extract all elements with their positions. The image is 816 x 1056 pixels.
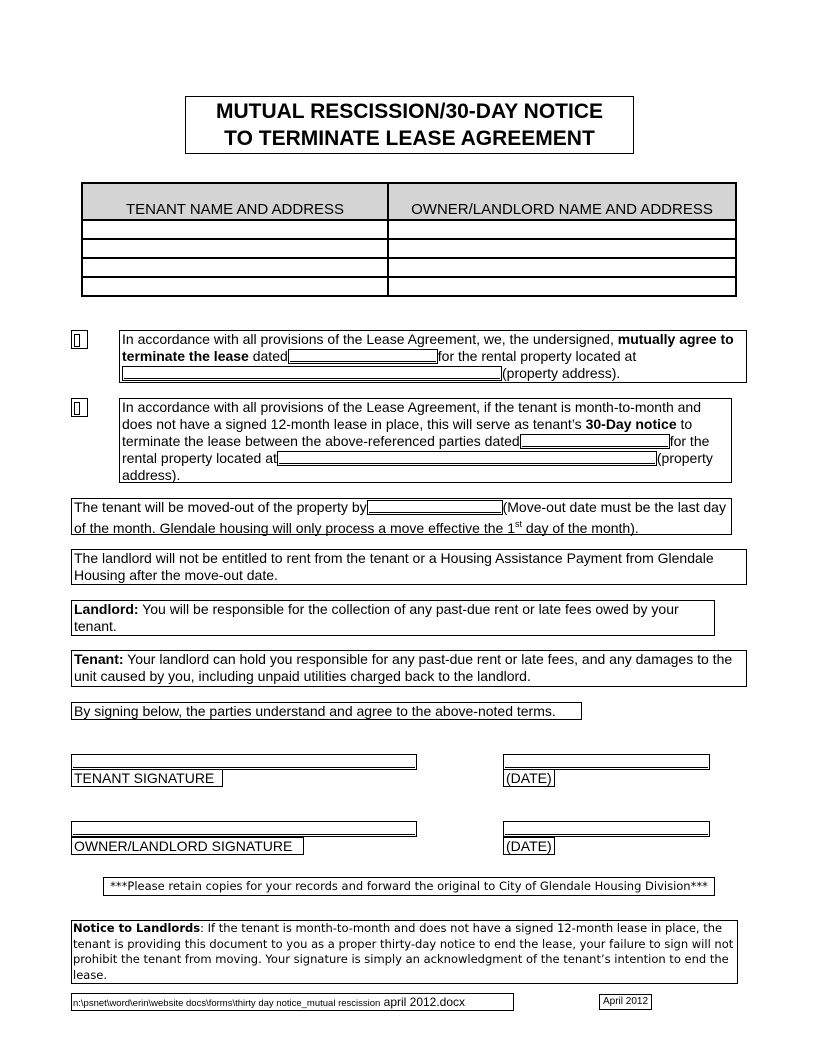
tenant-cell[interactable]: [82, 220, 388, 239]
title-line-2: TO TERMINATE LEASE AGREEMENT: [224, 127, 595, 150]
tenant-label: Tenant:: [74, 651, 124, 667]
notice-label: Notice to Landlords: [73, 921, 201, 935]
title-line-1: MUTUAL RESCISSION/30-DAY NOTICE: [215, 100, 603, 123]
owner-date-label: (DATE): [503, 837, 555, 855]
moveout-paragraph: [71, 498, 732, 535]
landlord-label: Landlord:: [74, 601, 139, 617]
tenant-cell[interactable]: [82, 239, 388, 258]
tenant-cell[interactable]: [82, 277, 388, 296]
thirty-day-notice-checkbox[interactable]: [71, 398, 88, 417]
property-address-field-2[interactable]: [277, 451, 657, 466]
owner-cell[interactable]: [388, 220, 736, 239]
landlord-rent-paragraph: The landlord will not be entitled to rent from the tenant or a Housing Assistance Payment from Glendale Housing after the move-out date.: [71, 549, 747, 585]
option1-text-b: dated: [248, 348, 288, 364]
notice-text: : If the tenant is month-to-month and does not have a signed 12-month lease in place, the tenant is providing this document to you as a proper thirty-day notice to end the lease, your failure to sign will not prohibit the tenant from moving. Your signature is simply an acknowledgment of the tenant’s intention to end the lease.: [73, 921, 734, 982]
owner-cell[interactable]: [388, 277, 736, 296]
option1-text-d: (property address).: [502, 365, 621, 381]
notice-to-landlords: [71, 920, 738, 984]
option1-text-a: In accordance with all provisions of the Lease Agreement, we, the undersigned,: [122, 331, 618, 347]
tenant-signature-label: TENANT SIGNATURE: [71, 769, 223, 787]
party-table: [81, 182, 737, 297]
property-address-field[interactable]: [122, 366, 502, 381]
option2-bold: 30-Day notice: [585, 416, 677, 432]
tenant-date-label: (DATE): [503, 769, 555, 787]
footer-date: April 2012: [599, 994, 652, 1010]
tenant-header: TENANT NAME AND ADDRESS: [82, 183, 388, 220]
tenant-cell[interactable]: [82, 258, 388, 277]
file-path-footer: [71, 993, 514, 1011]
mutual-rescission-checkbox[interactable]: [71, 330, 88, 349]
file-path-tail: april 2012.docx: [380, 995, 466, 1009]
retain-copies-note: ***Please retain copies for your records and forward the original to City of Glendale Housing Division***: [103, 877, 715, 896]
tenant-note-paragraph: [71, 650, 747, 687]
table-row: [82, 258, 736, 277]
tenant-note-text: Your landlord can hold you responsible for any past-due rent or late fees, and any damages to the unit caused by you, including unpaid utilities charged back to the landlord.: [74, 651, 733, 684]
lease-date-field[interactable]: [288, 349, 438, 364]
moveout-text-c: day of the month).: [522, 520, 639, 536]
owner-signature-label: OWNER/LANDLORD SIGNATURE: [71, 837, 304, 855]
owner-date-line[interactable]: [503, 821, 710, 837]
thirty-day-notice-paragraph: [119, 398, 732, 483]
moveout-text-b: (Move-out date must be the last day of the month. Glendale housing will only process a move effective the 1: [74, 499, 726, 536]
landlord-note-text: You will be responsible for the collection of any past-due rent or late fees owed by your tenant.: [74, 601, 679, 634]
file-path: n:\psnet\word\erin\website docs\forms\thirty day notice_mutual rescission: [73, 998, 381, 1009]
option2-text-b: to terminate the lease between the above-referenced parties dated: [122, 416, 693, 449]
lease-date-field-2[interactable]: [520, 434, 670, 449]
owner-cell[interactable]: [388, 258, 736, 277]
moveout-sup: st: [515, 519, 523, 529]
owner-cell[interactable]: [388, 239, 736, 258]
table-row: [82, 239, 736, 258]
table-row: [82, 220, 736, 239]
landlord-note-paragraph: [71, 600, 715, 636]
option2-text-c: for the rental property located at: [122, 433, 710, 466]
mutual-rescission-paragraph: [119, 330, 747, 383]
option2-text-a: In accordance with all provisions of the Lease Agreement, if the tenant is month-to-month and does not have a signed 12-month lease in place, this will serve as tenant’s: [122, 399, 701, 432]
table-row: [82, 277, 736, 296]
option1-bold: mutually agree to terminate the lease: [122, 331, 734, 364]
agree-statement: By signing below, the parties understand and agree to the above-noted terms.: [71, 702, 582, 720]
owner-header: OWNER/LANDLORD NAME AND ADDRESS: [388, 183, 736, 220]
moveout-date-field[interactable]: [367, 500, 503, 515]
tenant-date-line[interactable]: [503, 754, 710, 770]
option2-text-d: (property address).: [122, 450, 713, 483]
option1-text-c: for the rental property located at: [437, 348, 637, 364]
tenant-signature-line[interactable]: [71, 754, 417, 770]
document-title: [185, 96, 634, 154]
moveout-text-a: The tenant will be moved-out of the property by: [74, 499, 367, 515]
owner-signature-line[interactable]: [71, 821, 417, 837]
